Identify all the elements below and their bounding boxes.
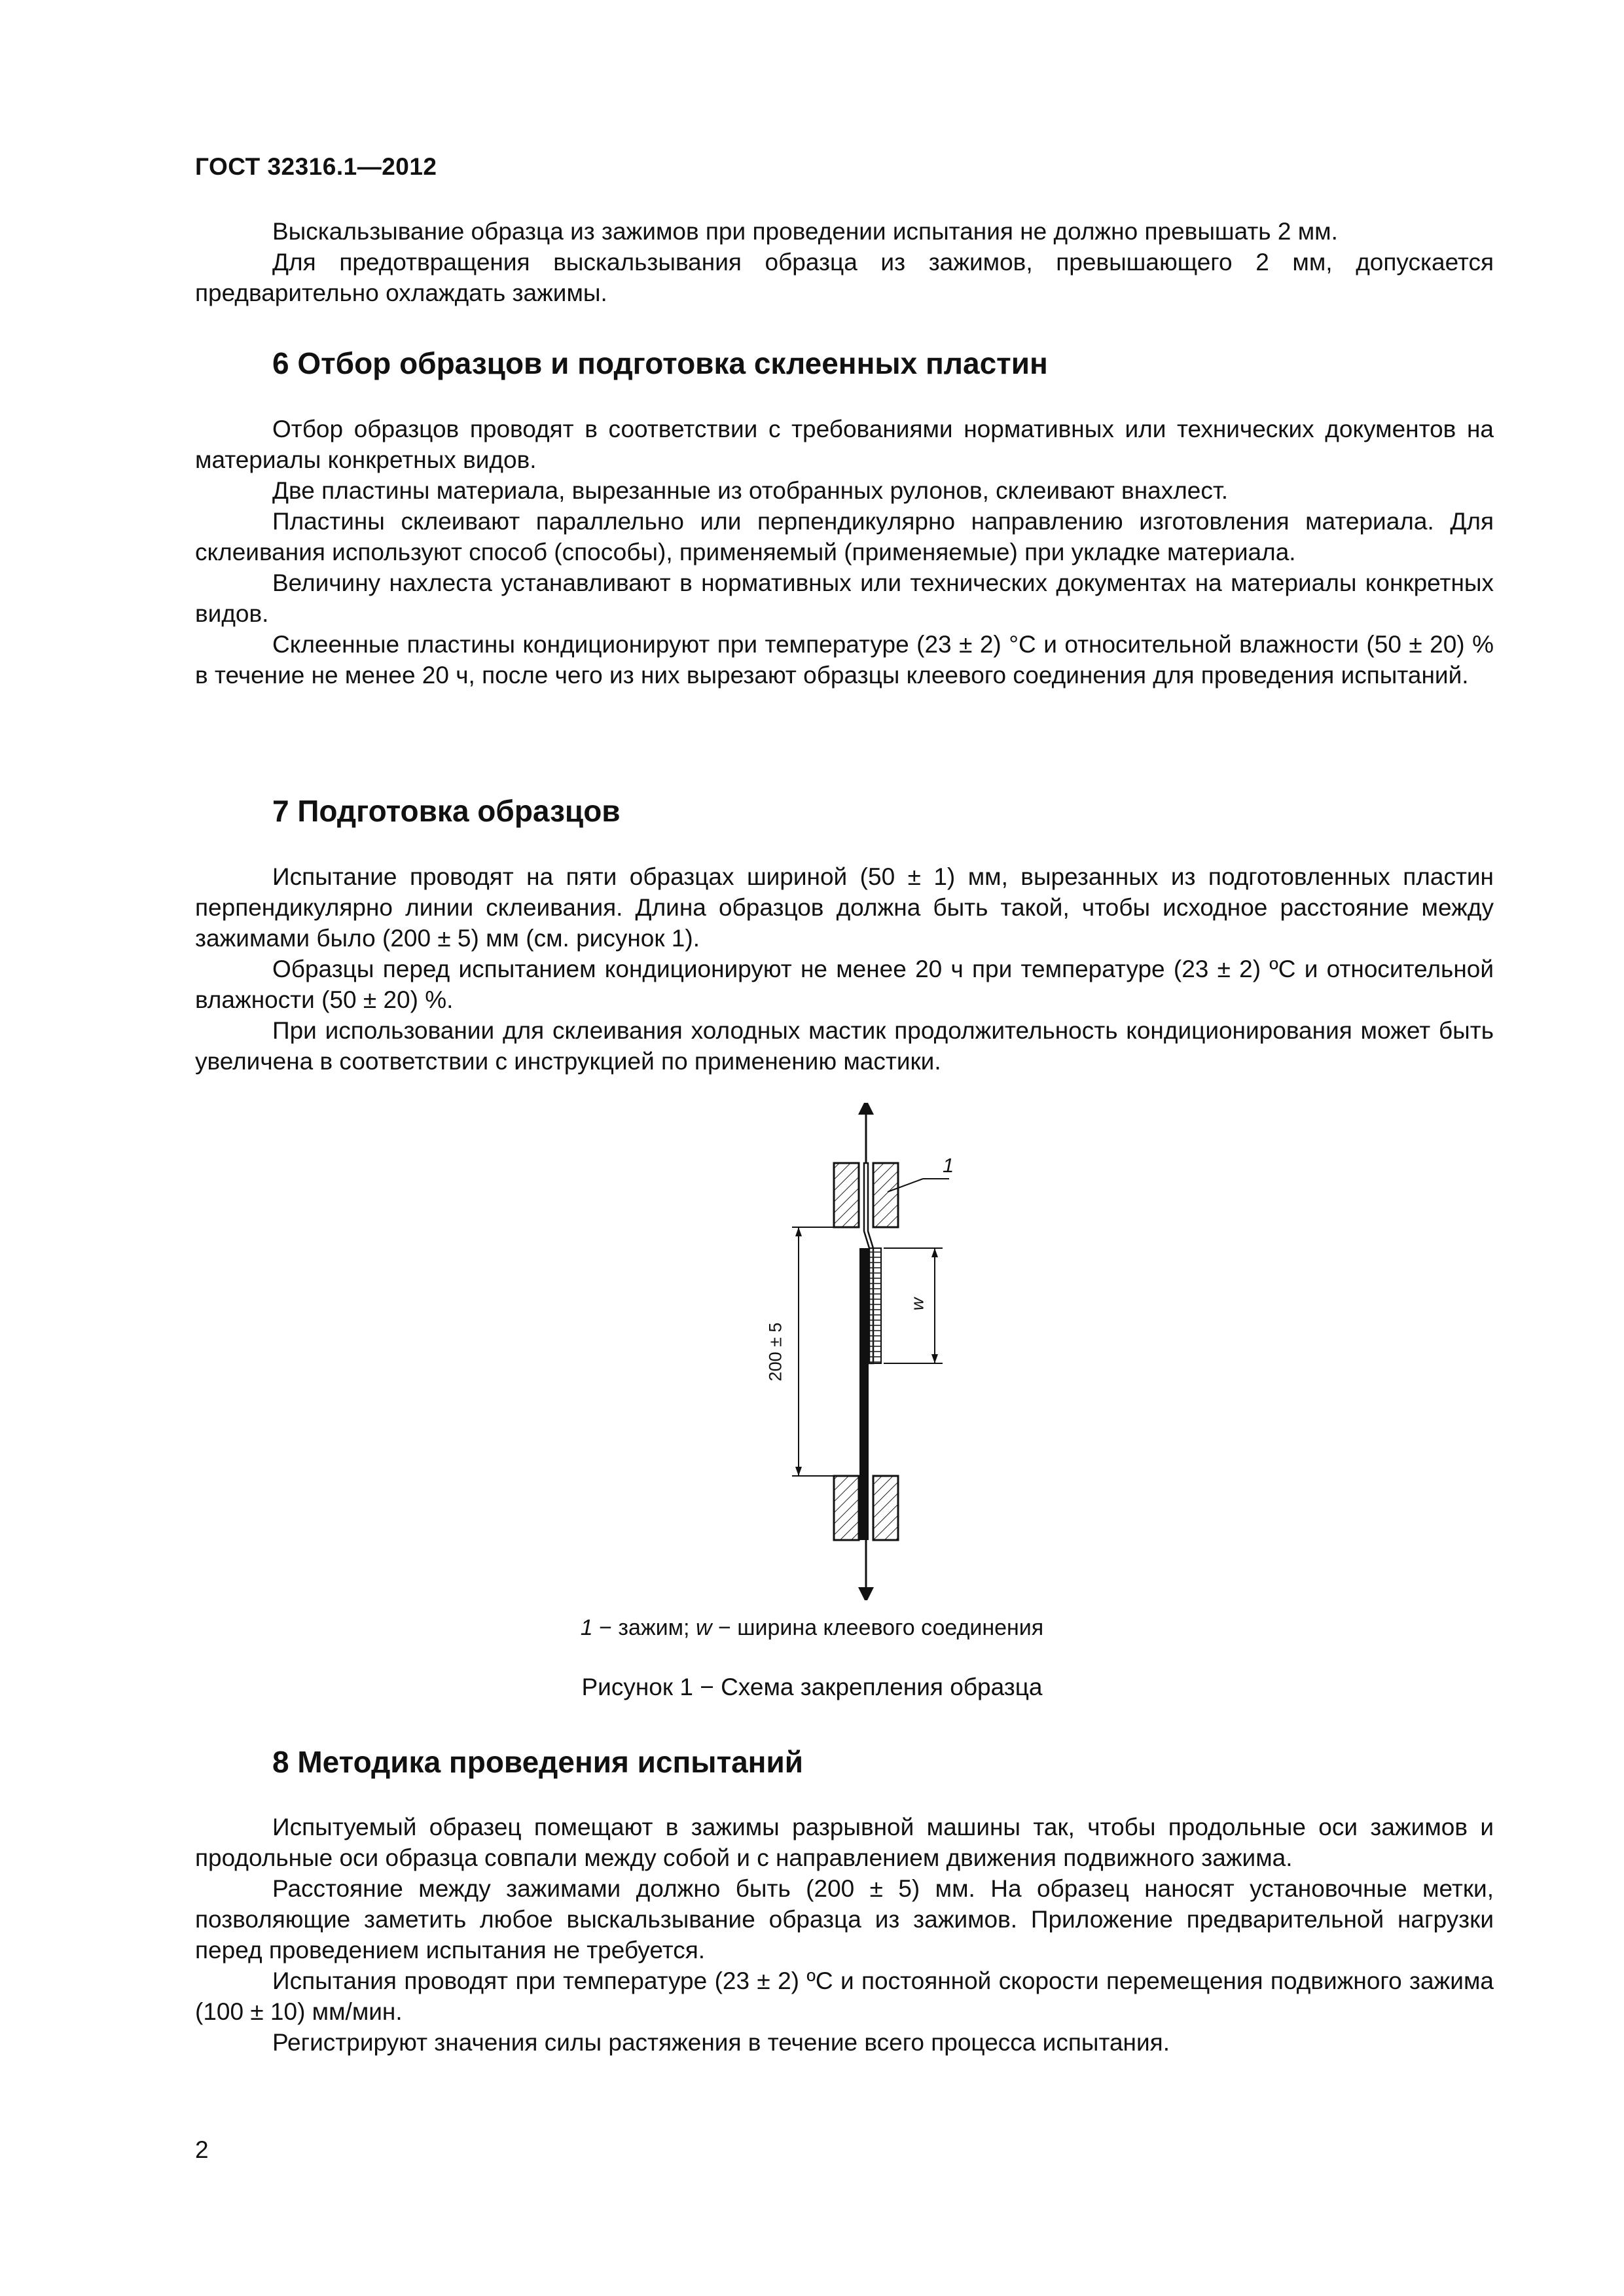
figure-legend bbox=[0, 1615, 1624, 1641]
page-number: 2 bbox=[195, 2136, 209, 2163]
paragraph: Для предотвращения выскальзывания образца из зажимов, превышающего 2 мм, допускается предварительно охлаждать зажимы. bbox=[195, 249, 1494, 306]
paragraph: Склеенные пластины кондиционируют при температуре (23 ± 2) °С и относительной влажности (50 ± 20) % в течение не менее 20 ч, после чего из них вырезают образцы клеевого соединения для проведения испытаний. bbox=[195, 631, 1494, 689]
top-clamp-right bbox=[873, 1163, 898, 1227]
legend-w: w bbox=[695, 1615, 712, 1640]
clamp-callout-label: 1 bbox=[943, 1154, 954, 1177]
dimension-label: 200 ± 5 bbox=[765, 1322, 785, 1382]
intro-text bbox=[195, 216, 1494, 308]
section-8-text bbox=[195, 1812, 1494, 2058]
lower-strip bbox=[859, 1248, 869, 1540]
paragraph: Расстояние между зажимами должно быть (200 ± 5) мм. На образец наносят установочные метки, позволяющие заметить любое выскальзывание образца из зажимов. Приложение предварительной нагрузки перед проведением испытания не требуется. bbox=[195, 1875, 1494, 1964]
paragraph: Образцы перед испытанием кондиционируют не менее 20 ч при температуре (23 ± 2) ºС и относительной влажности (50 ± 20) %. bbox=[195, 956, 1494, 1013]
width-label: w bbox=[907, 1297, 928, 1311]
section-7-text bbox=[195, 861, 1494, 1077]
standard-header: ГОСТ 32316.1—2012 bbox=[195, 153, 437, 180]
legend-text: − ширина клеевого соединения bbox=[712, 1615, 1044, 1640]
figure-caption: Рисунок 1 − Схема закрепления образца bbox=[581, 1674, 1043, 1700]
paragraph: Две пластины материала, вырезанные из отобранных рулонов, склеивают внахлест. bbox=[272, 477, 1229, 504]
specimen-clamp-diagram bbox=[766, 1103, 982, 1600]
paragraph: Пластины склеивают параллельно или перпендикулярно направлению изготовления материала. Для склеивания используют способ (способы), применяемый (применяемые) при укладке материала. bbox=[195, 508, 1494, 565]
paragraph: Регистрируют значения силы растяжения в течение всего процесса испытания. bbox=[272, 2029, 1170, 2056]
paragraph: Величину нахлеста устанавливают в нормативных или технических документах на материалы конкретных видов. bbox=[195, 569, 1494, 627]
section-6-text bbox=[195, 414, 1494, 691]
section-6-heading: 6 Отбор образцов и подготовка склеенных пластин bbox=[272, 346, 1048, 380]
legend-text: − зажим; bbox=[592, 1615, 696, 1640]
paragraph: Выскальзывание образца из зажимов при проведении испытания не должно превышать 2 мм. bbox=[272, 218, 1338, 245]
legend-number: 1 bbox=[580, 1615, 593, 1640]
bottom-clamp-right bbox=[873, 1476, 898, 1540]
paragraph: Испытуемый образец помещают в зажимы разрывной машины так, чтобы продольные оси зажимов и продольные оси образца совпали между собой и с направлением движения подвижного зажима. bbox=[195, 1814, 1494, 1871]
top-clamp-left bbox=[834, 1163, 859, 1227]
paragraph: Отбор образцов проводят в соответствии с требованиями нормативных или технических документов на материалы конкретных видов. bbox=[195, 416, 1494, 473]
paragraph: Испытания проводят при температуре (23 ± 2) ºС и постоянной скорости перемещения подвижного зажима (100 ± 10) мм/мин. bbox=[195, 1967, 1494, 2025]
paragraph: При использовании для склеивания холодных мастик продолжительность кондиционирования может быть увеличена в соответствии с инструкцией по применению мастики. bbox=[195, 1017, 1494, 1075]
section-7-heading: 7 Подготовка образцов bbox=[272, 794, 621, 828]
adhesive-bond bbox=[869, 1248, 881, 1363]
figure-1-diagram bbox=[766, 1103, 982, 1600]
paragraph: Испытание проводят на пяти образцах шириной (50 ± 1) мм, вырезанных из подготовленных пластин перпендикулярно линии склеивания. Длина образцов должна быть такой, чтобы исходное расстояние между зажимами было (200 ± 5) мм (см. рисунок 1). bbox=[195, 863, 1494, 952]
bottom-clamp-left bbox=[834, 1476, 859, 1540]
section-8-heading: 8 Методика проведения испытаний bbox=[272, 1745, 804, 1779]
